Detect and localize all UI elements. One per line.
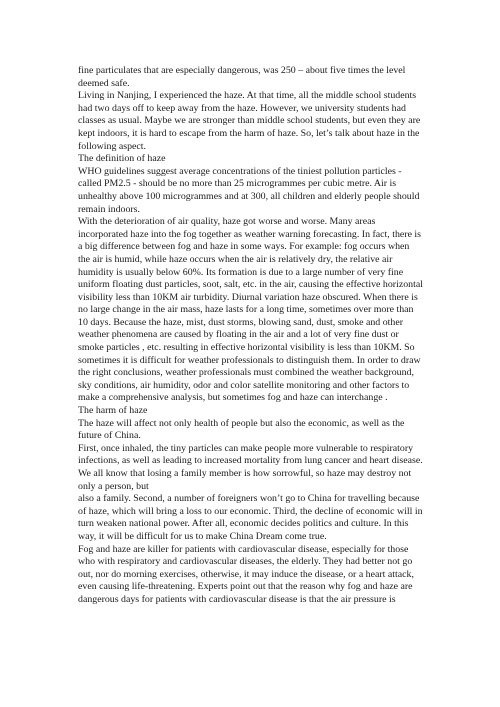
paragraph-also-a-family: also a family. Second, a number of foreigners won’t go to China for travelling because of haze, which will bring a loss to our economic. Third, the decline of economic will in turn weaken national power. After all, economic decides politics and culture. In this way, it will be difficult for us to make China Dream come true. bbox=[78, 493, 423, 542]
paragraph-first-inhaled: First, once inhaled, the tiny particles can make people more vulnerable to respiratory infections, as well as leading to increased mortality from lung cancer and heart disease. We all know that losing a family member is how sorrowful, so haze may destroy not only a person, but bbox=[78, 442, 423, 492]
paragraph-fog-vs-haze: With the deterioration of air quality, haze got worse and worse. Many areas incorporated haze into the fog together as weather warning forecasting. In fact, there is a big difference between fog and haze in some ways. For example: fog occurs when the air is humid, while haze occurs when the air is relatively dry, the relative air humidity is usually below 60%. Its formation is due to a large number of very fine uniform floating dust particles, soot, salt, etc. in the air, causing the effective horizontal visibility less than 10KM air turbidity. Diurnal variation haze obscured. When there is no large change in the air mass, haze lasts for a long time, sometimes over more than 10 days. Because the haze, mist, dust storms, blowing sand, dust, smoke and other weather phenomena are caused by floating in the air and a lot of very fine dust or smoke particles , etc. resulting in effective horizontal visibility is less than 10KM. So sometimes it is difficult for weather professionals to distinguish them. In order to draw the right conclusions, weather professionals must combined the weather background, sky conditions, air humidity, odor and color satellite monitoring and other factors to make a comprehensive analysis, but sometimes fog and haze can interchange . bbox=[78, 216, 423, 404]
paragraph-cardiovascular: Fog and haze are killer for patients with cardiovascular disease, especially for those who with respiratory and cardiovascular diseases, the elderly. They had better not go out, nor do morning exercises, otherwise, it may induce the disease, or a heart attack, even causing life-threatening. Experts point out that the reason why fog and haze are dangerous days for patients with cardiovascular disease is that the air pressure is bbox=[78, 543, 414, 605]
paragraph-who-guidelines: WHO guidelines suggest average concentrations of the tiniest pollution particles - called PM2.5 - should be no more than 25 microgrammes per cubic metre. Air is unhealthy above 100 microgrammes and at 300, all children and elderly people should remain indoors. bbox=[78, 165, 420, 215]
paragraph-haze-affects: The haze will affect not only health of people but also the economic, as well as the future of China. bbox=[78, 417, 405, 442]
heading-harm-of-haze: The harm of haze bbox=[78, 405, 148, 417]
document-body bbox=[78, 65, 423, 607]
paragraph-pm25-level: fine particulates that are especially dangerous, was 250 – about five times the level deemed safe. bbox=[78, 65, 406, 89]
paragraph-living-in-nanjing: Living in Nanjing, I experienced the haze. At that time, all the middle school students had two days off to keep away from the haze. However, we university students had classes as usual. Maybe we are stronger than middle school students, but even they are kept indoors, it is hard to escape from the harm of haze. So, let’s talk about haze in the following aspect. bbox=[78, 90, 421, 152]
heading-definition-of-haze: The definition of haze bbox=[78, 153, 166, 165]
